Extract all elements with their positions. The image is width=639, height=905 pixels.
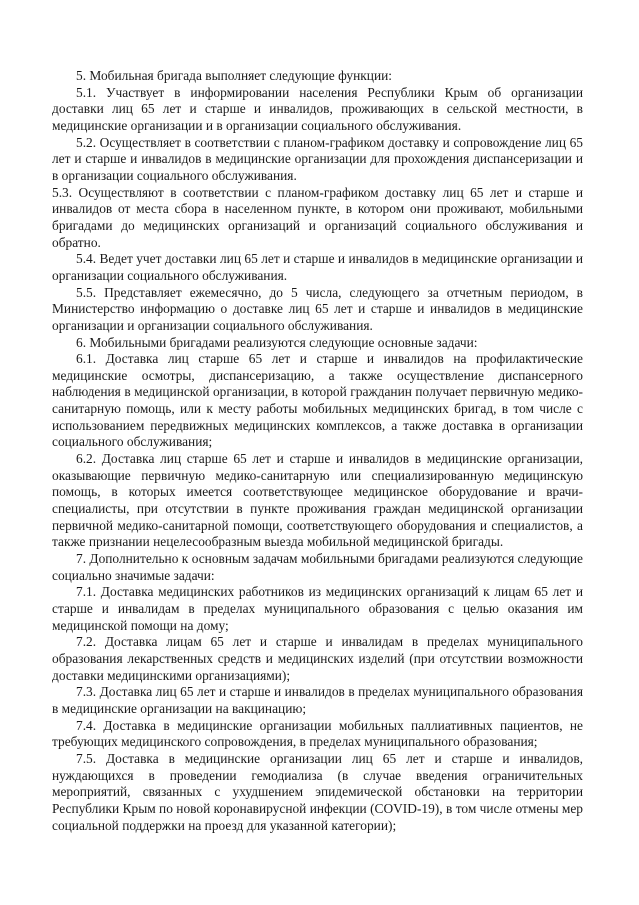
paragraph-5-4: 5.4. Ведет учет доставки лиц 65 лет и старше и инвалидов в медицинские организации и организации социального обслуживания. [52,251,583,283]
paragraph-6: 6. Мобильными бригадами реализуются следующие основные задачи: [76,334,478,350]
paragraph-7-1: 7.1. Доставка медицинских работников из медицинских организаций к лицам 65 лет и старше и инвалидам в пределах муниципального образования с целью оказания им медицинской помощи на дому; [52,584,583,633]
paragraph-6-2: 6.2. Доставка лиц старше 65 лет и старше и инвалидов в медицинские организации, оказывающие первичную медико-санитарную или специализированную медицинскую помощь, в которых имеется соответствующее медицинское оборудование и врачи-специалисты, при отсутствии в пункте проживания граждан медицинской организации первичной медико-санитарной помощи, соответствующего оборудования и специалистов, а также признании нецелесообразным выезда мобильной медицинской бригады. [52,451,583,550]
paragraph-5-3: 5.3. Осуществляют в соответствии с планом-графиком доставку лиц 65 лет и старше и инвалидов от места сбора в населенном пункте, в котором они проживают, мобильными бригадами до медицинских организаций и организаций социального обслуживания и обратно. [52,184,583,250]
paragraph-5-2: 5.2. Осуществляет в соответствии с планом-графиком доставку и сопровождение лиц 65 лет и старше и инвалидов в медицинские организации для прохождения диспансеризации и в организации социального обслуживания. [52,134,583,183]
paragraph-7-4: 7.4. Доставка в медицинские организации мобильных паллиативных пациентов, не требующих медицинского сопровождения, в пределах муниципального образования; [52,717,583,750]
paragraph-7-3: 7.3. Доставка лиц 65 лет и старше и инвалидов в пределах муниципального образования в медицинские организации на вакцинацию; [52,684,583,716]
paragraph-7-2: 7.2. Доставка лицам 65 лет и старше и инвалидам в пределах муниципального образования лекарственных средств и медицинских изделий (при отсутствии возможности доставки медицинскими организациями); [52,634,583,683]
paragraph-7-5: 7.5. Доставка в медицинские организации лиц 65 лет и старше и инвалидов, нуждающихся в проведении гемодиализа (в случае введения ограничительных мероприятий, связанных с ухудшением эпидемической обстановки на территории Республики Крым по новой коронавирусной инфекции (COVID-19), в том числе отмены мер социальной поддержки на проезд для указанной категории); [52,750,583,833]
paragraph-5-5: 5.5. Представляет ежемесячно, до 5 числа, следующего за отчетным периодом, в Министерство информацию о доставке лиц 65 лет и старше и инвалидов в медицинские организации и организации социального обслуживания. [52,284,583,333]
paragraph-5-1: 5.1. Участвует в информировании населения Республики Крым об организации доставки лиц 65 лет и старше и инвалидов, проживающих в сельской местности, в медицинские организации и в организации социального обслуживания. [52,84,583,133]
paragraph-5: 5. Мобильная бригада выполняет следующие функции: [76,68,393,83]
document-page [52,68,583,834]
paragraph-6-1: 6.1. Доставка лиц старше 65 лет и старше и инвалидов на профилактические медицинские осмотры, диспансеризацию, а также осуществление диспансерного наблюдения в медицинской организации, в которой гражданин получает первичную медико-санитарную помощь, или к месту работы мобильных медицинских бригад, в том числе с использованием передвижных медицинских комплексов, а также доставка в организации социального обслуживания; [52,351,583,450]
paragraph-7: 7. Дополнительно к основным задачам мобильными бригадами реализуются следующие социально значимые задачи: [52,551,583,583]
